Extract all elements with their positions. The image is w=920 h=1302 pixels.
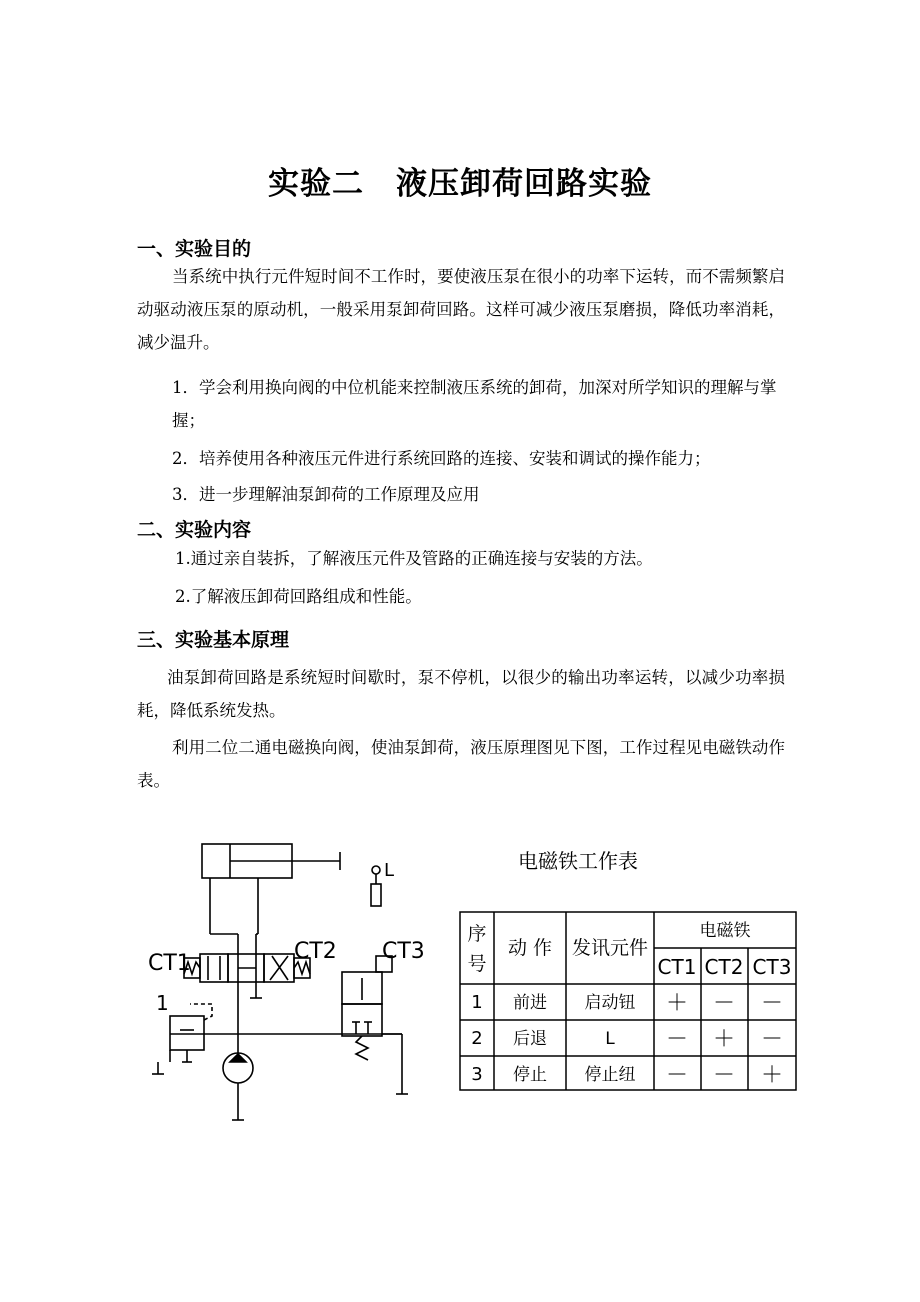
label-ct3: CT3 <box>382 939 425 964</box>
limit-switch-icon <box>372 866 380 874</box>
section-heading-purpose: 一、实验目的 <box>137 238 252 260</box>
row-3-signal: 停止纽 <box>584 1065 636 1085</box>
table-row <box>471 991 783 1016</box>
row-2-ct2: ＋ <box>712 1027 736 1052</box>
row-2-ct1: － <box>665 1027 689 1052</box>
th-magnet: 电磁铁 <box>699 921 751 941</box>
label-ct2: CT2 <box>294 939 337 964</box>
th-seq-1: 序 <box>467 923 487 945</box>
row-3-no: 3 <box>471 1064 483 1085</box>
table-row <box>471 1027 783 1052</box>
row-1-ct2: － <box>712 991 736 1016</box>
section-heading-content: 二、实验内容 <box>137 519 252 541</box>
section-heading-principle: 三、实验基本原理 <box>137 629 290 651</box>
label-ct1: CT1 <box>148 951 191 976</box>
th-seq-2: 号 <box>467 953 487 975</box>
content-item-2: 2.了解液压卸荷回路组成和性能。 <box>175 587 422 606</box>
row-1-action: 前进 <box>513 993 547 1013</box>
row-1-ct1: ＋ <box>665 991 689 1016</box>
row-2-no: 2 <box>471 1028 483 1049</box>
relief-valve-box <box>170 1016 204 1050</box>
row-3-action: 停止 <box>513 1065 547 1085</box>
th-ct1: CT1 <box>657 955 697 979</box>
hydraulic-diagram <box>140 830 810 1140</box>
purpose-item-1: 1．学会利用换向阀的中位机能来控制液压系统的卸荷，加深对所学知识的理解与掌握； <box>172 378 777 430</box>
row-1-ct3: － <box>760 991 784 1016</box>
th-signal: 发讯元件 <box>571 937 649 959</box>
page-title: 实验二 液压卸荷回路实验 <box>268 166 652 202</box>
row-3-ct2: － <box>712 1063 736 1088</box>
label-valve-1: 1 <box>156 991 169 1015</box>
unloading-valve-bottom <box>342 1004 382 1036</box>
valve-left-box <box>200 954 228 982</box>
principle-para-1: 油泵卸荷回路是系统短时间歇时，泵不停机，以很少的输出功率运转，以减少功率损耗，降低系统发热。 <box>137 668 785 720</box>
th-ct2: CT2 <box>704 955 744 979</box>
th-ct3: CT3 <box>752 955 792 979</box>
row-1-signal: 启动钮 <box>584 993 636 1013</box>
purpose-intro: 当系统中执行元件短时间不工作时，要使液压泵在很小的功率下运转，而不需频繁启动驱动液压泵的原动机，一般采用泵卸荷回路。这样可减少液压泵磨损，降低功率消耗，减少温升。 <box>137 267 785 352</box>
purpose-item-3: 3．进一步理解油泵卸荷的工作原理及应用 <box>172 485 480 504</box>
purpose-item-2: 2．培养使用各种液压元件进行系统回路的连接、安装和调试的操作能力； <box>172 449 711 468</box>
content-item-1: 1.通过亲自装拆，了解液压元件及管路的正确连接与安装的方法。 <box>175 549 653 568</box>
table-caption: 电磁铁工作表 <box>518 849 638 873</box>
row-3-ct1: － <box>665 1063 689 1088</box>
label-limit-switch: L <box>384 860 395 881</box>
row-1-no: 1 <box>471 992 483 1013</box>
row-2-action: 后退 <box>513 1029 547 1049</box>
row-2-signal: L <box>605 1029 615 1049</box>
row-2-ct3: － <box>760 1027 784 1052</box>
principle-para-2: 利用二位二通电磁换向阀，使油泵卸荷，液压原理图见下图，工作过程见电磁铁动作表。 <box>137 738 785 790</box>
table-row <box>471 1063 783 1088</box>
row-3-ct3: ＋ <box>760 1063 784 1088</box>
th-action: 动 作 <box>507 937 553 959</box>
